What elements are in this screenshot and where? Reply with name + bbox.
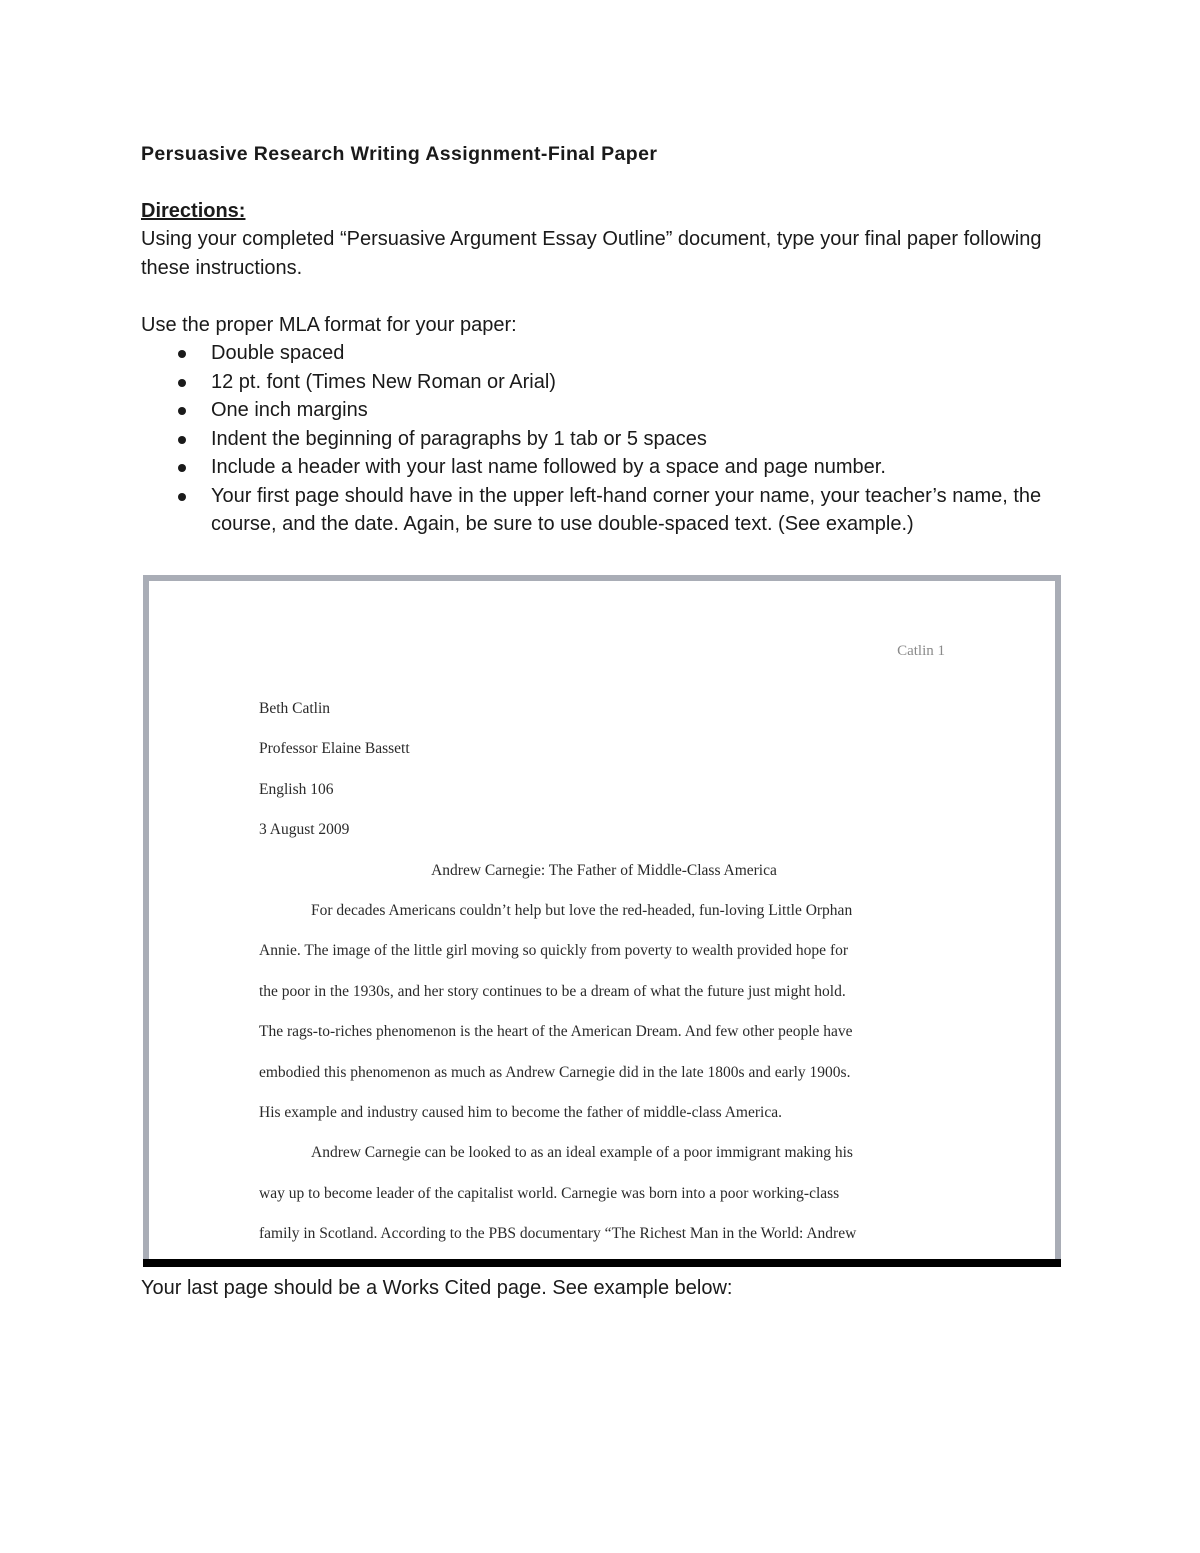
example-body-line: Andrew Carnegie can be looked to as an ideal example of a poor immigrant making his (311, 1144, 853, 1162)
example-body-line: embodied this phenomenon as much as Andrew Carnegie did in the late 1800s and early 1900s. (259, 1063, 851, 1081)
document-title: Persuasive Research Writing Assignment-Final Paper (141, 143, 658, 165)
list-item-text: Indent the beginning of paragraphs by 1 tab or 5 spaces (211, 427, 707, 450)
list-item (211, 396, 1061, 425)
example-body-line: Annie. The image of the little girl moving so quickly from poverty to wealth provided hope for (259, 942, 849, 960)
list-item (211, 453, 1061, 482)
list-item (211, 339, 1061, 368)
example-page (149, 581, 1055, 1259)
bullet-icon (178, 350, 186, 358)
assignment-document (141, 140, 1061, 539)
example-date: 3 August 2009 (259, 821, 350, 839)
bullet-icon (178, 407, 186, 415)
example-body-line: family in Scotland. According to the PBS documentary “The Richest Man in the World: Andrew (259, 1225, 857, 1243)
bullet-icon (178, 493, 186, 501)
works-cited-note: Your last page should be a Works Cited page. See example below: (141, 1277, 733, 1299)
example-body-line: For decades Americans couldn’t help but love the red-headed, fun-loving Little Orphan (311, 901, 853, 919)
list-item-text: Include a header with your last name followed by a space and page number. (211, 456, 886, 478)
bullet-icon (178, 436, 186, 444)
bullet-icon (178, 379, 186, 387)
list-item-text: One inch margins (211, 399, 368, 421)
format-intro: Use the proper MLA format for your paper: (141, 313, 517, 336)
list-item (211, 425, 1061, 454)
example-page-header: Catlin 1 (897, 643, 945, 659)
format-list (141, 339, 1061, 539)
example-body-line: the poor in the 1930s, and her story continues to be a dream of what the future just might hold. (259, 982, 846, 1000)
example-professor: Professor Elaine Bassett (259, 740, 410, 758)
example-essay-title: Andrew Carnegie: The Father of Middle-Class America (431, 861, 777, 879)
directions-heading: Directions: (141, 200, 246, 222)
example-text-block (259, 689, 949, 1254)
list-item (211, 482, 1061, 539)
list-item-text: Your first page should have in the upper left-hand corner your name, your teacher’s name, the course, and the date. Again, be sure to use double-spaced text. (See example.) (211, 484, 1042, 535)
list-item (211, 368, 1061, 397)
list-item-text: Double spaced (211, 342, 345, 364)
example-body-line: The rags-to-riches phenomenon is the heart of the American Dream. And few other people have (259, 1023, 853, 1041)
mla-example-image (143, 575, 1061, 1267)
example-course: English 106 (259, 780, 334, 798)
bullet-icon (178, 464, 186, 472)
example-body-line: His example and industry caused him to become the father of middle-class America. (259, 1103, 782, 1121)
example-student-name: Beth Catlin (259, 700, 331, 717)
example-bottom-border (143, 1259, 1061, 1267)
paragraph-spacer (141, 282, 1061, 311)
list-item-text: 12 pt. font (Times New Roman or Arial) (211, 370, 556, 393)
directions-text: Using your completed “Persuasive Argument Essay Outline” document, type your final paper following these instructions. (141, 228, 1042, 279)
example-body-line: way up to become leader of the capitalist world. Carnegie was born into a poor working-class (259, 1184, 840, 1202)
